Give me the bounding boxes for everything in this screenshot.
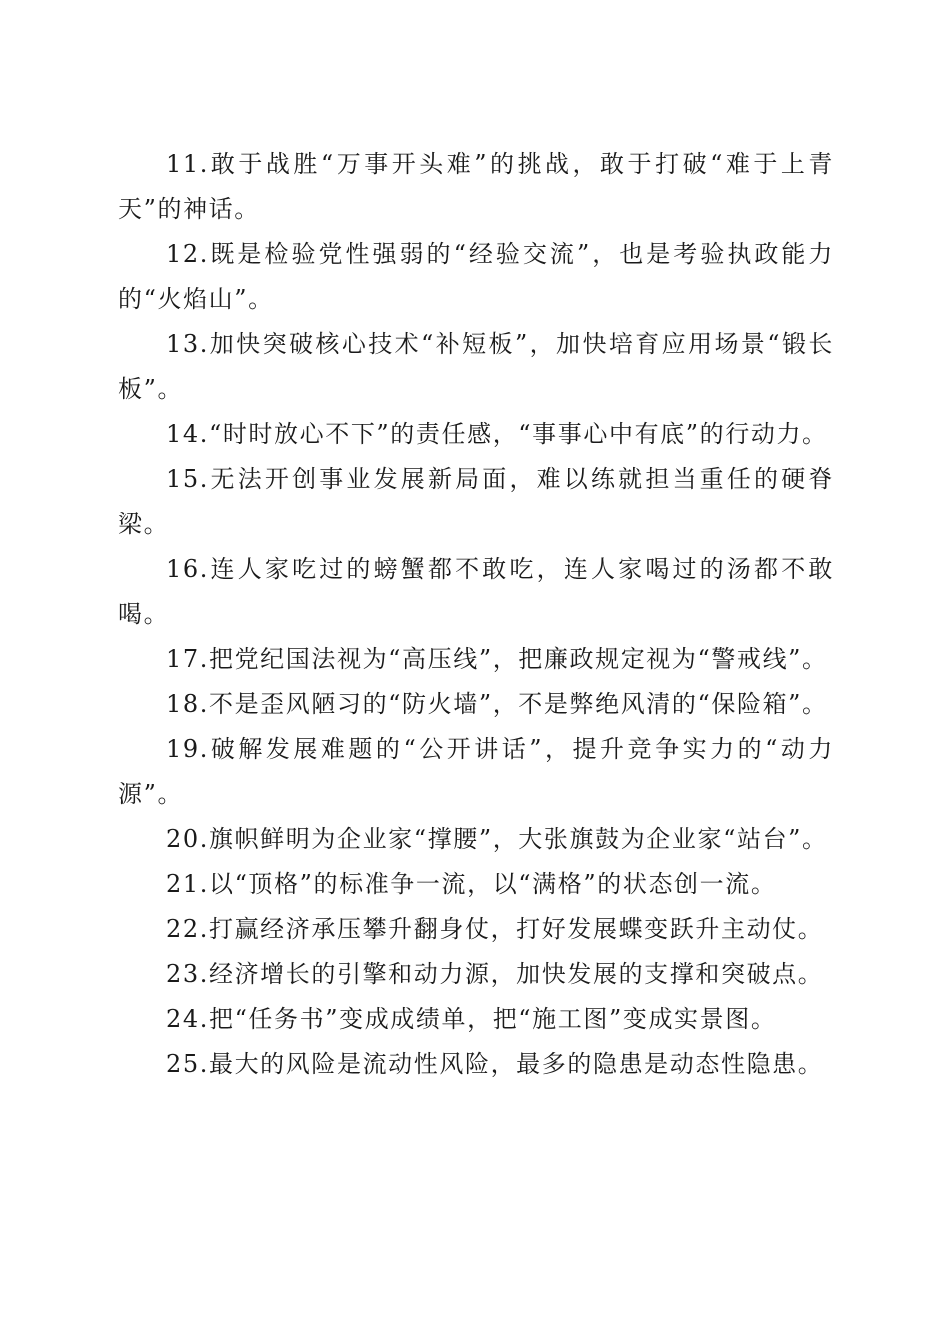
- document-body: [118, 142, 834, 1087]
- list-item: 12.既是检验党性强弱的“经验交流”，也是考验执政能力的“火焰山”。: [118, 240, 834, 313]
- list-item: 24.把“任务书”变成成绩单，把“施工图”变成实景图。: [166, 1005, 777, 1033]
- list-item: 25.最大的风险是流动性风险，最多的隐患是动态性隐患。: [166, 1050, 824, 1078]
- list-item: 15.无法开创事业发展新局面，难以练就担当重任的硬脊梁。: [118, 465, 834, 538]
- list-item: 20.旗帜鲜明为企业家“撑腰”，大张旗鼓为企业家“站台”。: [166, 825, 828, 853]
- list-item: 17.把党纪国法视为“高压线”，把廉政规定视为“警戒线”。: [166, 645, 828, 673]
- list-item: 23.经济增长的引擎和动力源，加快发展的支撑和突破点。: [166, 960, 824, 988]
- list-item: 13.加快突破核心技术“补短板”，加快培育应用场景“锻长板”。: [118, 330, 834, 403]
- list-item: 21.以“顶格”的标准争一流，以“满格”的状态创一流。: [166, 870, 777, 898]
- list-item: 22.打赢经济承压攀升翻身仗，打好发展蝶变跃升主动仗。: [166, 915, 824, 943]
- list-item: 18.不是歪风陋习的“防火墙”，不是弊绝风清的“保险箱”。: [166, 690, 828, 718]
- list-item: 11.敢于战胜“万事开头难”的挑战，敢于打破“难于上青天”的神话。: [118, 150, 834, 223]
- list-item: 16.连人家吃过的螃蟹都不敢吃，连人家喝过的汤都不敢喝。: [118, 555, 834, 628]
- list-item: 19.破解发展难题的“公开讲话”，提升竞争实力的“动力源”。: [118, 735, 834, 808]
- list-item: 14.“时时放心不下”的责任感，“事事心中有底”的行动力。: [166, 420, 828, 448]
